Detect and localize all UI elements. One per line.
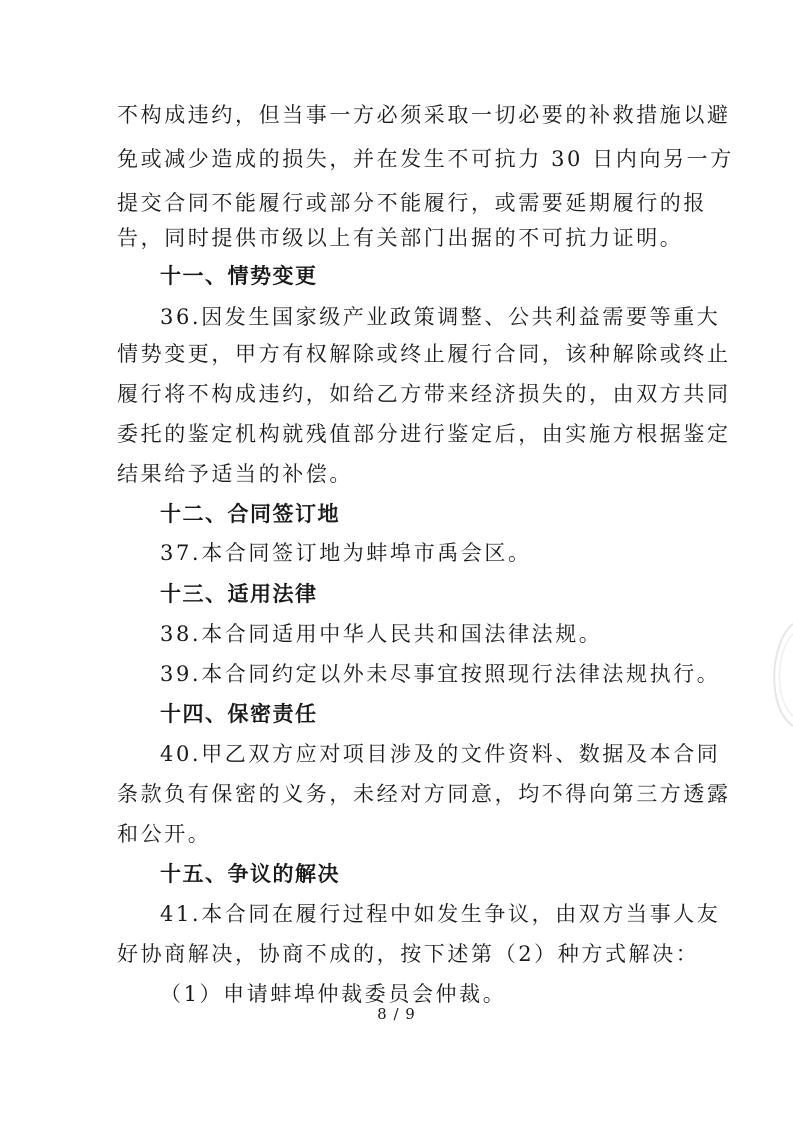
paragraph-line: 36.因发生国家级产业政策调整、公共利益需要等重大	[160, 305, 721, 329]
paragraph-line: 结果给予适当的补偿。	[117, 462, 353, 486]
paragraph-line: 免或减少造成的损失，并在发生不可抗力 30 日内向另一方	[117, 147, 734, 171]
paragraph-line: 40.甲乙双方应对项目涉及的文件资料、数据及本合同	[160, 742, 721, 766]
paragraph-line: 委托的鉴定机构就残值部分进行鉴定后，由实施方根据鉴定	[117, 422, 731, 446]
section-heading-12: 十二、合同签订地	[160, 502, 340, 526]
paragraph-line: 好协商解决，协商不成的，按下述第（2）种方式解决：	[117, 942, 700, 966]
section-heading-14: 十四、保密责任	[160, 702, 318, 726]
section-heading-13: 十三、适用法律	[160, 582, 318, 606]
paragraph-line: 38.本合同适用中华人民共和国法律法规。	[160, 622, 603, 646]
section-heading-15: 十五、争议的解决	[160, 862, 340, 886]
paragraph-line: 履行将不构成违约，如给乙方带来经济损失的，由双方共同	[117, 382, 731, 406]
paragraph-line: 和公开。	[117, 822, 212, 846]
seal-stamp-fragment	[762, 620, 793, 730]
paragraph-line: 41.本合同在履行过程中如发生争议，由双方当事人友	[160, 902, 721, 926]
paragraph-line: 条款负有保密的义务，未经对方同意，均不得向第三方透露	[117, 782, 731, 806]
paragraph-line: 37.本合同签订地为蚌埠市禹会区。	[160, 541, 532, 565]
page-number: 8 / 9	[377, 1005, 416, 1023]
paragraph-line: 39.本合同约定以外未尽事宜按照现行法律法规执行。	[160, 662, 721, 686]
section-heading-11: 十一、情势变更	[160, 264, 318, 288]
paragraph-line: （1）申请蚌埠仲裁委员会仲裁。	[160, 982, 507, 1006]
paragraph-line: 告，同时提供市级以上有关部门出据的不可抗力证明。	[117, 226, 684, 250]
paragraph-line: 提交合同不能履行或部分不能履行，或需要延期履行的报	[117, 191, 707, 215]
paragraph-line: 不构成违约，但当事一方必须采取一切必要的补救措施以避	[117, 103, 731, 127]
paragraph-line: 情势变更，甲方有权解除或终止履行合同，该种解除或终止	[117, 342, 731, 366]
